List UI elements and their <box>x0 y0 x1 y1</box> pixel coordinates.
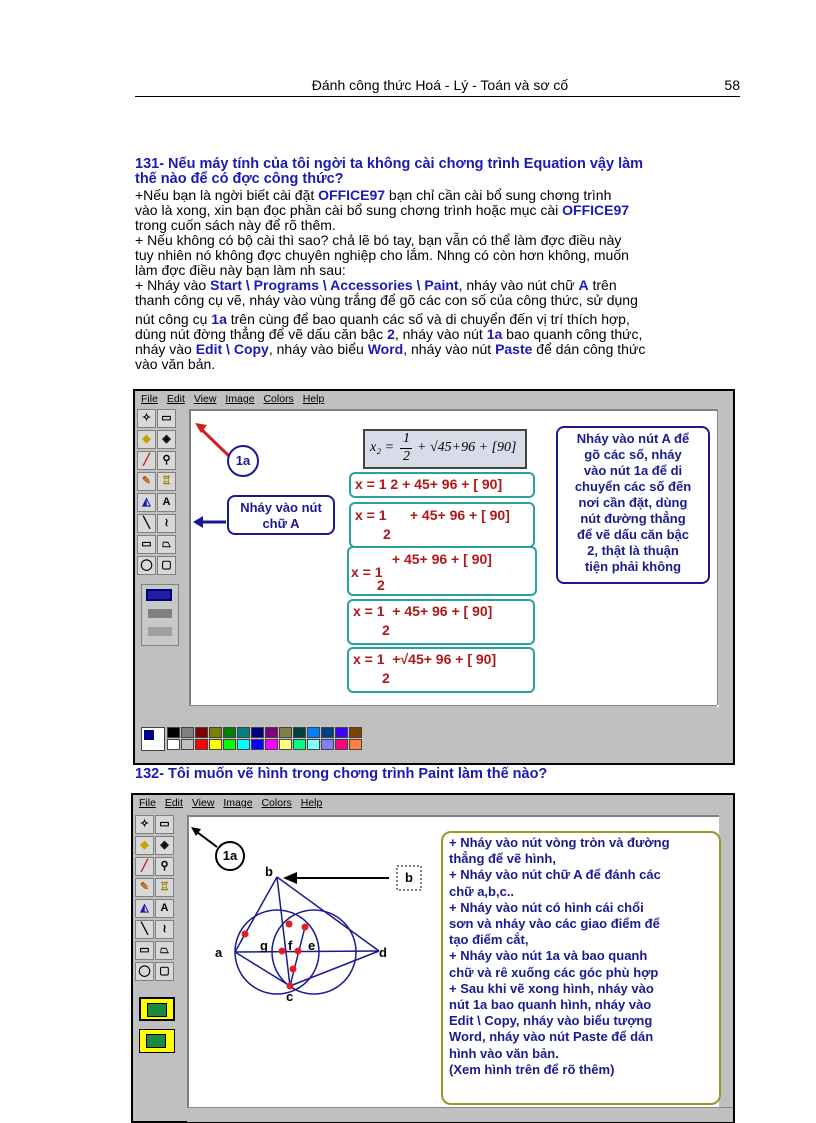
paint-window-2 <box>131 793 735 1123</box>
pencil-icon[interactable]: ✎ <box>137 472 156 491</box>
question-132-title: 132- Tôi muốn vẽ hình trong chơng trình Paint làm thế nào? <box>135 766 548 782</box>
toolbox <box>135 409 187 709</box>
free-select-icon[interactable]: ✧ <box>137 409 156 428</box>
menu-image[interactable]: Image <box>225 393 255 405</box>
menu-bar-2 <box>133 795 733 811</box>
palette-swatch[interactable] <box>349 739 362 750</box>
transparent-option-icon[interactable] <box>139 997 175 1021</box>
airbrush-icon[interactable]: ◭ <box>135 899 154 918</box>
palette-swatch[interactable] <box>349 727 362 738</box>
palette-swatch[interactable] <box>265 727 278 738</box>
color-palette[interactable] <box>139 725 389 755</box>
formula-step-1: x = 1 2 + 45+ 96 + [ 90] <box>349 472 535 498</box>
point-label-g: g <box>260 938 268 953</box>
palette-swatch[interactable] <box>223 727 236 738</box>
rect-select-icon[interactable]: ▭ <box>155 815 174 834</box>
question-131-title <box>135 157 643 187</box>
page-number: 58 <box>724 77 740 93</box>
fill-icon[interactable]: ◈ <box>155 836 174 855</box>
header-rule <box>135 96 740 97</box>
palette-swatch[interactable] <box>167 727 180 738</box>
point-label-d: d <box>379 945 387 960</box>
opaque-option-icon[interactable] <box>139 1029 175 1053</box>
rectangle-icon[interactable]: ▭ <box>137 535 156 554</box>
curve-icon[interactable]: ≀ <box>155 920 174 939</box>
palette-swatch[interactable] <box>209 739 222 750</box>
label-1a-bubble: 1a <box>227 445 259 477</box>
fill-icon[interactable]: ◈ <box>157 430 176 449</box>
magnifier-icon[interactable]: ⚲ <box>155 857 174 876</box>
formula-step-5: x = 1 +√45+ 96 + [ 90] 2 <box>347 647 535 693</box>
menu-file-2[interactable]: File <box>139 797 156 809</box>
palette-swatch[interactable] <box>167 739 180 750</box>
point-label-c: c <box>286 989 294 1004</box>
polygon-icon[interactable]: ⏢ <box>157 535 176 554</box>
menu-help[interactable]: Help <box>302 393 325 405</box>
eraser-icon[interactable]: ◆ <box>135 836 154 855</box>
q131-body: +Nếu bạn là ngời biết cài đặt OFFICE97 bạn chỉ cần cài bổ sung chơng trình vào là xong, xin bạn đọc phần cài bổ sung chơng trình hoặc mục cài OFFICE97 trong cuốn sách này để rõ thêm. + Nếu không có bộ cài thì sao? chả lẽ bó tay, bạn vẫn có thể làm đợc điều này tuy nhiên nó không đợc chuyên nghiệp cho lắm. Nhng có còn hơn không, muốn làm đợc điều này bạn làm nh sau: + Nháy vào Start \ Programs \ Accessories \ Paint, nháy vào nút chữ A trên thanh công cụ vẽ, nháy vào vùng trắng để gõ các con số của công thức, sử dụng nút công cụ 1a trên cùng để bao quanh các số và di chuyển đến vị trí thích hợp, dùng nút đờng thẳng để vẽ dấu căn bậc 2, nháy vào nút 1a bao quanh công thức, nháy vào Edit \ Copy, nháy vào biểu Word, nháy vào nút Paste để dán công thức vào văn bản. <box>135 187 646 372</box>
q131-title-line2: thế nào để có đợc công thức? <box>135 171 344 187</box>
note-box-1: Nháy vào nút A để gõ các số, nháy vào nút 1a để di chuyển các số đến nơi cần đặt, dùng nút đường thẳng để vẽ dấu căn bậc 2, thật là thuận tiện phải không <box>556 426 710 584</box>
menu-view[interactable]: View <box>193 393 217 405</box>
menu-bar <box>135 391 733 407</box>
ellipse-icon[interactable]: ◯ <box>137 556 156 575</box>
rounded-rect-icon[interactable]: ▢ <box>155 962 174 981</box>
palette-swatch[interactable] <box>195 739 208 750</box>
equation-sample: x₂ = 1 2 + √45+96 + [90] <box>363 429 527 469</box>
picker-icon[interactable]: ╱ <box>137 451 156 470</box>
ellipse-icon[interactable]: ◯ <box>135 962 154 981</box>
pencil-icon[interactable]: ✎ <box>135 878 154 897</box>
palette-swatch[interactable] <box>265 739 278 750</box>
drawing-canvas[interactable] <box>189 409 719 707</box>
magnifier-icon[interactable]: ⚲ <box>157 451 176 470</box>
rectangle-icon[interactable]: ▭ <box>135 941 154 960</box>
menu-colors-2[interactable]: Colors <box>261 797 292 809</box>
text-tool-icon[interactable]: A <box>155 899 174 918</box>
selected-label-b: b <box>405 870 413 885</box>
palette-swatch[interactable] <box>251 727 264 738</box>
running-header: Đánh công thức Hoá - Lý - Toán và sơ cố <box>311 77 569 93</box>
palette-swatch[interactable] <box>209 727 222 738</box>
menu-help-2[interactable]: Help <box>300 797 323 809</box>
palette-swatch[interactable] <box>335 727 348 738</box>
point-label-a: a <box>215 945 223 960</box>
horizontal-scrollbar[interactable] <box>189 705 717 720</box>
palette-swatch[interactable] <box>279 739 292 750</box>
point-label-b: b <box>265 864 273 879</box>
formula-step-2: x = 1 + 45+ 96 + [ 90] 2 <box>349 502 535 548</box>
airbrush-icon[interactable]: ◭ <box>137 493 156 512</box>
toolbox-2 <box>133 815 185 1115</box>
rect-select-icon[interactable]: ▭ <box>157 409 176 428</box>
callout-text-tool: Nháy vào nút chữ A <box>227 495 335 535</box>
palette-swatch[interactable] <box>307 727 320 738</box>
menu-colors[interactable]: Colors <box>263 393 294 405</box>
vertical-scrollbar[interactable] <box>717 409 732 705</box>
palette-swatch[interactable] <box>195 727 208 738</box>
horizontal-scrollbar-2[interactable] <box>187 1107 733 1122</box>
formula-step-4: x = 1 + 45+ 96 + [ 90] 2 <box>347 599 535 645</box>
text-tool-icon[interactable]: A <box>157 493 176 512</box>
note-box-2: + Nháy vào nút vòng tròn và đường thẳng để vẽ hình, + Nháy vào nút chữ A để đánh các chữ a,b,c.. + Nháy vào nút có hình cái chổi sơn và nháy vào các giao điểm để tạo điểm cắt, + Nháy vào nút 1a và bao quanh chữ và rê xuống các góc phù hợp + Sau khi vẽ xong hình, nháy vào nút 1a bao quanh hình, nháy vào Edit \ Copy, nháy vào biểu tượng Word, nháy vào nút Paste để dán hình vào văn bản. (Xem hình trên để rõ thêm) <box>441 831 721 1105</box>
palette-swatch[interactable] <box>237 727 250 738</box>
q131-title-line1: 131- Nếu máy tính của tôi ngời ta không cài chơng trình Equation vậy làm <box>135 156 644 172</box>
brush-icon[interactable]: ♖ <box>155 878 174 897</box>
paint-window-1 <box>133 389 735 765</box>
drawing-canvas-2[interactable] <box>187 815 719 1109</box>
eraser-icon[interactable]: ◆ <box>137 430 156 449</box>
palette-swatch[interactable] <box>181 739 194 750</box>
palette-swatch[interactable] <box>181 727 194 738</box>
current-colors[interactable] <box>141 727 165 751</box>
formula-step-3: + 45+ 96 + [ 90] x = 1 2 <box>347 546 537 596</box>
palette-swatch[interactable] <box>335 739 348 750</box>
brush-icon[interactable]: ♖ <box>157 472 176 491</box>
picker-icon[interactable]: ╱ <box>135 857 154 876</box>
menu-image-2[interactable]: Image <box>223 797 253 809</box>
curve-icon[interactable]: ≀ <box>157 514 176 533</box>
rounded-rect-icon[interactable]: ▢ <box>157 556 176 575</box>
menu-edit-2[interactable]: Edit <box>164 797 183 809</box>
palette-swatch[interactable] <box>321 739 334 750</box>
menu-edit[interactable]: Edit <box>166 393 185 405</box>
point-label-e: e <box>308 938 316 953</box>
palette-swatch[interactable] <box>279 727 292 738</box>
label-1a-bubble-2: 1a <box>215 841 245 871</box>
palette-swatch[interactable] <box>321 727 334 738</box>
point-label-f: f <box>288 938 293 953</box>
line-icon[interactable]: ╲ <box>137 514 156 533</box>
free-select-icon[interactable]: ✧ <box>135 815 154 834</box>
line-icon[interactable]: ╲ <box>135 920 154 939</box>
menu-view-2[interactable]: View <box>191 797 215 809</box>
menu-file[interactable]: File <box>141 393 158 405</box>
palette-swatch[interactable] <box>237 739 250 750</box>
palette-swatch[interactable] <box>293 739 306 750</box>
palette-swatch[interactable] <box>307 739 320 750</box>
polygon-icon[interactable]: ⏢ <box>155 941 174 960</box>
tool-options[interactable] <box>141 584 179 646</box>
palette-swatch[interactable] <box>293 727 306 738</box>
palette-swatch[interactable] <box>223 739 236 750</box>
palette-swatch[interactable] <box>251 739 264 750</box>
